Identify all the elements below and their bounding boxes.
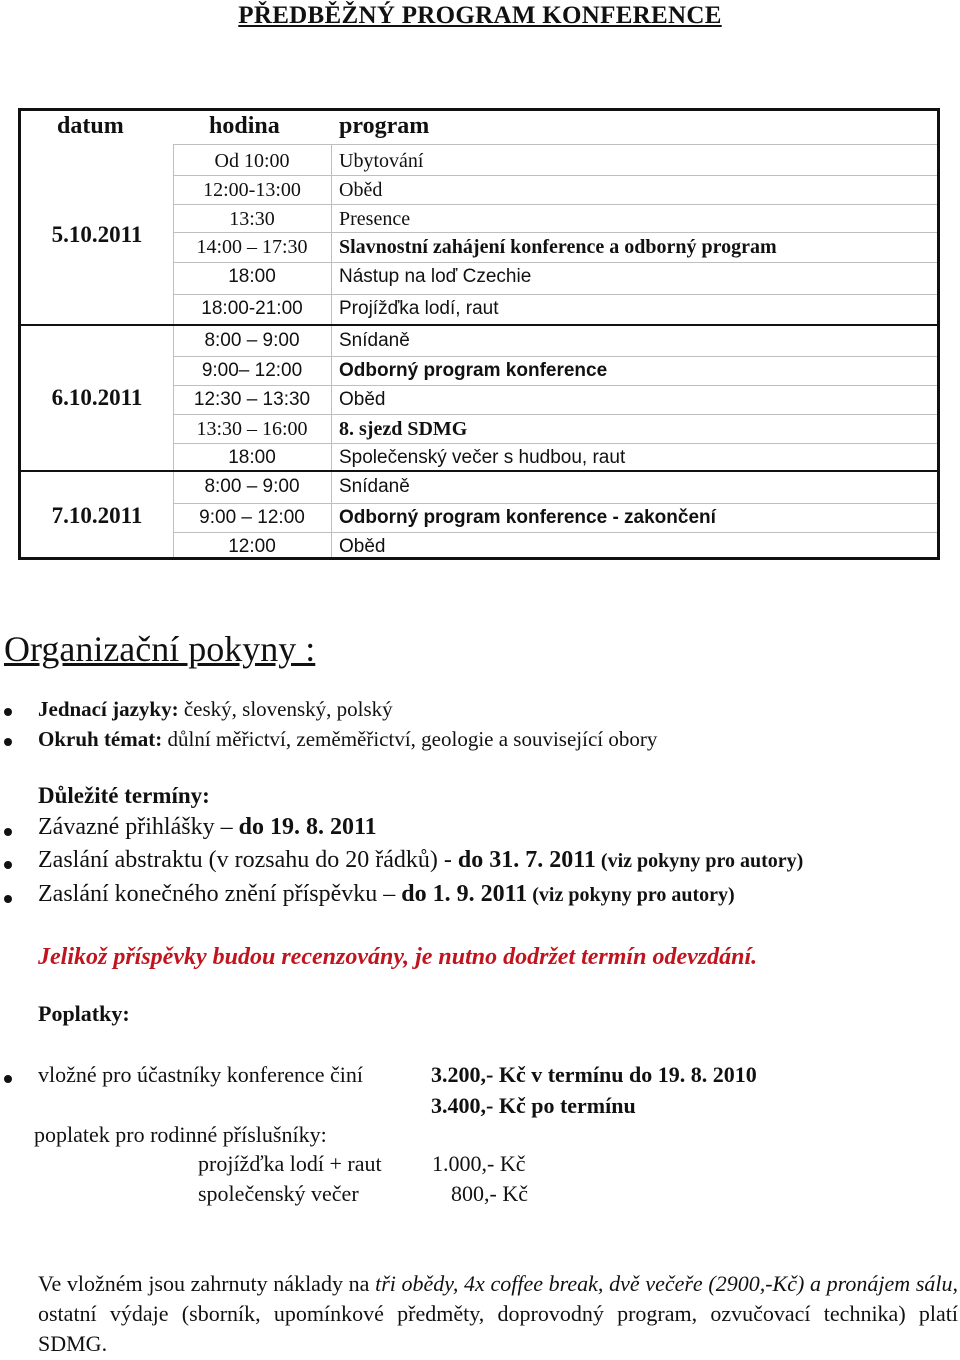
fee-participants-value: 3.200,- Kč v termínu do 19. 8. 2010 (431, 1062, 757, 1087)
row-divider (173, 385, 937, 386)
program-table (18, 108, 940, 560)
deadline-2 (38, 847, 803, 874)
time-cell: 8:00 – 9:00 (204, 476, 300, 497)
topics-label: Okruh témat: (38, 727, 163, 751)
time-cell: 14:00 – 17:30 (196, 236, 308, 258)
activity-cell: Projížďka lodí, raut (339, 298, 499, 319)
day-separator (21, 324, 937, 326)
activity-cell: Slavnostní zahájení konference a odborný program (339, 236, 777, 258)
deadline-1-text: Závazné přihlášky – (38, 814, 239, 840)
day-separator (21, 470, 937, 472)
activity-cell: 8. sjezd SDMG (339, 418, 468, 440)
family-item-1: projížďka lodí + raut (198, 1151, 382, 1176)
activity-cell: Snídaně (339, 330, 410, 351)
row-divider (173, 414, 937, 415)
activity-cell: Odborný program konference (339, 360, 608, 381)
bullet-icon (4, 895, 12, 903)
time-cell: 9:00– 12:00 (201, 360, 303, 381)
topics-line (38, 727, 657, 752)
fee-note-end: ostatní výdaje (sborník, upomínkové předměty, doprovodný program, ozvučovací technika) platí SDMG. (38, 1301, 958, 1356)
family-price-2: 800,- Kč (451, 1181, 528, 1206)
time-cell: 12:00-13:00 (203, 179, 301, 201)
languages-label: Jednací jazyky: (38, 697, 179, 721)
languages-line (38, 697, 393, 722)
fee-participants-label: vložné pro účastníky konference činí (38, 1062, 363, 1087)
bullet-icon (4, 861, 12, 869)
row-divider (173, 262, 937, 263)
time-cell: 8:00 – 9:00 (204, 330, 300, 351)
activity-cell: Společenský večer s hudbou, raut (339, 447, 626, 468)
fee-participants-late: 3.400,- Kč po termínu (431, 1093, 636, 1118)
bullet-icon (4, 708, 12, 716)
header-hour: hodina (209, 113, 280, 139)
activity-cell: Odborný program konference - zakončení (339, 507, 716, 528)
review-warning: Jelikož příspěvky budou recenzovány, je nutno dodržet termín odevzdání. (38, 944, 758, 970)
activity-cell: Ubytování (339, 150, 424, 172)
activity-cell: Oběd (339, 389, 386, 410)
time-cell: Od 10:00 (214, 150, 290, 172)
header-divider (173, 144, 937, 145)
bullet-icon (4, 738, 12, 746)
column-divider (331, 144, 332, 557)
time-cell: 18:00 (228, 447, 276, 468)
time-cell: 18:00 (228, 266, 276, 287)
activity-cell: Oběd (339, 179, 383, 201)
row-divider (173, 356, 937, 357)
row-divider (173, 503, 937, 504)
page-title: PŘEDBĚŽNÝ PROGRAM KONFERENCE (238, 2, 722, 29)
fee-note (38, 1269, 958, 1359)
fees-title: Poplatky: (38, 1001, 130, 1026)
activity-cell: Snídaně (339, 476, 410, 497)
family-fee-label: poplatek pro rodinné příslušníky: (34, 1122, 327, 1147)
row-divider (173, 532, 937, 533)
deadline-2-text: Zaslání abstraktu (v rozsahu do 20 řádků) - (38, 847, 458, 873)
date-cell: 6.10.2011 (51, 385, 143, 410)
time-cell: 18:00-21:00 (201, 298, 303, 319)
row-divider (173, 204, 937, 205)
row-divider (173, 443, 937, 444)
deadlines-title: Důležité termíny: (38, 783, 210, 808)
activity-cell: Nástup na loď Czechie (339, 266, 532, 287)
time-cell: 9:00 – 12:00 (199, 507, 305, 528)
deadline-1-date: do 19. 8. 2011 (238, 814, 377, 840)
deadline-3-note: (viz pokyny pro autory) (527, 884, 735, 906)
topics-value: důlní měřictví, zeměměřictví, geologie a související obory (162, 727, 658, 751)
activity-cell: Presence (339, 208, 411, 230)
deadline-1 (38, 814, 377, 841)
deadline-2-date: do 31. 7. 2011 (457, 847, 596, 873)
date-cell: 7.10.2011 (51, 502, 143, 528)
family-price-1: 1.000,- Kč (432, 1151, 526, 1176)
time-cell: 12:00 (228, 536, 276, 557)
fee-note-italic: tři obědy, 4x coffee break, dvě večeře (2900,-Kč) a pronájem sálu, (375, 1271, 958, 1296)
header-program: program (339, 113, 430, 139)
row-divider (173, 294, 937, 295)
languages-value: český, slovenský, polský (178, 697, 393, 721)
fee-note-start: Ve vložném jsou zahrnuty náklady na (38, 1271, 376, 1296)
date-cell: 5.10.2011 (51, 222, 143, 247)
time-cell: 13:30 (229, 208, 275, 230)
bullet-icon (4, 1075, 12, 1083)
deadline-3 (38, 881, 735, 908)
family-item-2: společenský večer (198, 1181, 359, 1206)
bullet-icon (4, 828, 12, 836)
header-date: datum (57, 113, 124, 139)
time-cell: 13:30 – 16:00 (196, 418, 308, 440)
org-title: Organizační pokyny : (4, 629, 316, 669)
activity-cell: Oběd (339, 536, 386, 557)
deadline-3-date: do 1. 9. 2011 (401, 881, 528, 907)
time-cell: 12:30 – 13:30 (193, 389, 311, 410)
deadline-3-text: Zaslání konečného znění příspěvku – (38, 881, 402, 907)
row-divider (173, 232, 937, 233)
deadline-2-note: (viz pokyny pro autory) (595, 850, 804, 872)
row-divider (173, 175, 937, 176)
